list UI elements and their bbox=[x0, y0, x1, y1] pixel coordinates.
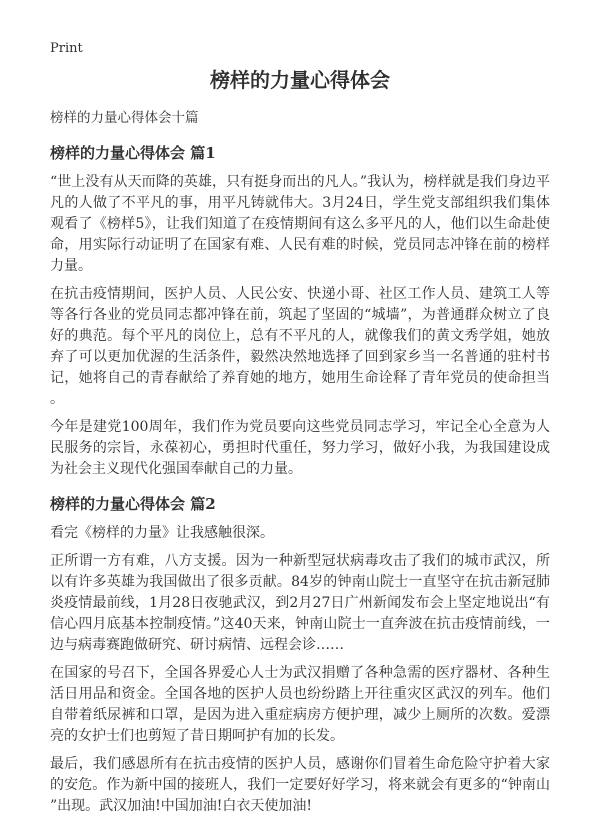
section-2-paragraph-1: 看完《榜样的力量》让我感触很深。 bbox=[50, 525, 274, 541]
page-title: 榜样的力量心得体会 bbox=[210, 68, 390, 92]
section-2-paragraph-2: 正所谓一方有难，八方支援。因为一种新型冠状病毒攻击了我们的城市武汉，所以有许多英雄为我国做出了很多贡献。84岁的钟南山院士一直坚守在抗击新冠肺炎疫情最前线，1月28日夜驰武汉，到2月27日广州新闻发布会上坚定地说出“有信心四月底基本控制疫情。”这40天来，钟南山院士一直奔波在抗击疫情前线，一边与病毒赛跑做研究、研讨病情、远程会诊…… bbox=[50, 553, 550, 653]
print-button[interactable]: Print bbox=[50, 41, 83, 56]
section-2-heading: 榜样的力量心得体会 篇2 bbox=[50, 495, 216, 513]
section-2-paragraph-3: 在国家的号召下，全国各界爱心人士为武汉捐赠了各种急需的医疗器材、各种生活日用品和资金。全国各地的医护人员也纷纷踏上开往重灾区武汉的列车。他们自带着纸尿裤和口罩，是因为进入重症病房方便护理，减少上厕所的次数。爱漂亮的女护士们也剪短了昔日期呵护有加的长发。 bbox=[50, 665, 550, 744]
section-1-heading: 榜样的力量心得体会 篇1 bbox=[50, 144, 216, 162]
section-1-paragraph-3: 今年是建党100周年，我们作为党员要向这些党员同志学习，牢记全心全意为人民服务的宗旨，永葆初心，勇担时代重任，努力学习，做好小我，为我国建设成为社会主义现代化强国奉献自己的力量。 bbox=[50, 419, 550, 477]
section-2-paragraph-4: 最后，我们感恩所有在抗击疫情的医护人员，感谢你们冒着生命危险守护着大家的安危。作为新中国的接班人，我们一定要好好学习，将来就会有更多的“钟南山”出现。武汉加油!中国加油!白衣天使加油! bbox=[50, 756, 550, 814]
section-1-paragraph-1: “世上没有从天而降的英雄，只有挺身而出的凡人。”我认为，榜样就是我们身边平凡的人做了不平凡的事，用平凡铸就伟大。3月24日，学生党支部组织我们集体观看了《榜样5》，让我们知道了在疫情期间有这么多平凡的人，他们以生命赴使命，用实际行动证明了在国家有难、人民有难的时候，党员同志冲锋在前的榜样力量。 bbox=[50, 174, 550, 274]
page-subtitle: 榜样的力量心得体会十篇 bbox=[50, 110, 199, 126]
section-1-paragraph-2: 在抗击疫情期间，医护人员、人民公安、快递小哥、社区工作人员、建筑工人等等各行各业的党员同志都冲锋在前，筑起了坚固的“城墙”，为普通群众树立了良好的典范。每个平凡的岗位上，总有不平凡的人，就像我们的黄文秀学姐，她放弃了可以更加优渥的生活条件，毅然决然地选择了回到家乡当一名普通的驻村书记，她将自己的青春献给了养育她的地方，她用生命诠释了青年党员的使命担当。 bbox=[50, 286, 550, 407]
